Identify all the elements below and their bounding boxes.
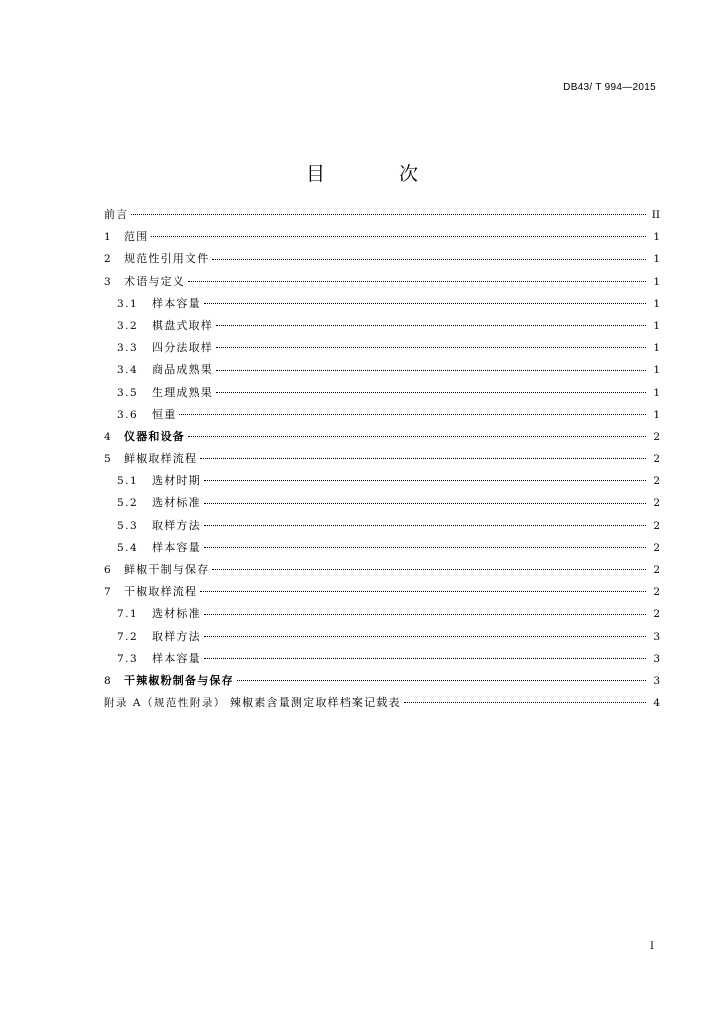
toc-entry-number: 7.1 bbox=[117, 608, 139, 621]
toc-entry-page: 3 bbox=[653, 674, 660, 687]
toc-dot-leader bbox=[212, 259, 646, 260]
toc-entry-number: 3.2 bbox=[117, 319, 139, 332]
toc-dot-leader bbox=[212, 569, 646, 570]
toc-entry-number: 7.3 bbox=[117, 652, 139, 665]
toc-entry-page: 1 bbox=[653, 231, 660, 244]
toc-dot-leader bbox=[216, 347, 646, 348]
toc-entry-label: 干椒取样流程 bbox=[124, 585, 198, 599]
toc-entry-label: 范围 bbox=[124, 230, 149, 244]
toc-entry-label: 棋盘式取样 bbox=[152, 318, 213, 332]
toc-title: 目 次 bbox=[305, 162, 453, 185]
toc-entry-number: 8 bbox=[104, 674, 113, 687]
toc-entry[interactable] bbox=[104, 226, 660, 248]
toc-entry[interactable] bbox=[104, 337, 660, 359]
toc-dot-leader bbox=[188, 281, 646, 282]
toc-entry-page: 1 bbox=[653, 275, 660, 288]
toc-entry[interactable] bbox=[104, 648, 660, 670]
toc-entry-label: 商品成熟果 bbox=[152, 363, 213, 377]
toc-entry[interactable] bbox=[104, 426, 660, 448]
toc-entry-label: 辣椒素含量测定取样档案记载表 bbox=[229, 696, 401, 710]
toc-entry-label: 术语与定义 bbox=[124, 274, 185, 288]
toc-entry[interactable] bbox=[104, 537, 660, 559]
toc-entry-page: 3 bbox=[653, 652, 660, 665]
toc-dot-leader bbox=[204, 503, 646, 504]
toc-entry-label: 样本容量 bbox=[152, 540, 201, 554]
toc-entry-label: 样本容量 bbox=[152, 651, 201, 665]
toc-entry-label: 选材标准 bbox=[152, 496, 201, 510]
table-of-contents bbox=[104, 204, 660, 714]
toc-entry[interactable] bbox=[104, 559, 660, 581]
toc-entry-number: 5.2 bbox=[117, 497, 139, 510]
toc-entry-page: 1 bbox=[653, 253, 660, 266]
toc-dot-leader bbox=[204, 525, 646, 526]
toc-entry-number: 5.1 bbox=[117, 475, 139, 488]
toc-entry-number: 3.1 bbox=[117, 297, 139, 310]
toc-entry[interactable] bbox=[104, 515, 660, 537]
toc-entry-number: 6 bbox=[104, 564, 113, 576]
toc-entry-page: 1 bbox=[653, 342, 660, 355]
toc-entry-number: 7 bbox=[104, 586, 113, 599]
toc-entry-label: 鲜椒取样流程 bbox=[124, 452, 198, 466]
toc-entry-number: 2 bbox=[104, 253, 113, 266]
toc-entry-label: 取样方法 bbox=[152, 518, 201, 532]
document-code: DB43/ T 994—2015 bbox=[563, 82, 656, 93]
toc-entry-label: 选材标准 bbox=[152, 607, 201, 621]
toc-entry[interactable] bbox=[104, 404, 660, 426]
toc-entry-number: 附录 A（规范性附录） bbox=[104, 697, 226, 710]
toc-entry-number: 7.2 bbox=[117, 630, 139, 643]
toc-dot-leader bbox=[200, 591, 646, 592]
toc-entry-page: 2 bbox=[653, 430, 660, 443]
toc-entry-label: 生理成熟果 bbox=[152, 385, 213, 399]
toc-entry-label: 前言 bbox=[104, 208, 129, 221]
toc-entry-label: 规范性引用文件 bbox=[124, 252, 210, 266]
toc-entry-page: 2 bbox=[653, 453, 660, 466]
toc-dot-leader bbox=[237, 680, 646, 681]
toc-entry-page: 1 bbox=[653, 319, 660, 332]
toc-entry[interactable] bbox=[104, 603, 660, 625]
toc-entry-page: II bbox=[651, 209, 660, 221]
toc-entry-number: 5 bbox=[104, 453, 113, 466]
toc-entry-page: 1 bbox=[653, 386, 660, 399]
toc-entry-label: 鲜椒干制与保存 bbox=[124, 563, 210, 576]
toc-entry-page: 2 bbox=[653, 541, 660, 554]
toc-dot-leader bbox=[204, 547, 646, 548]
toc-entry-label: 取样方法 bbox=[152, 629, 201, 643]
toc-entry[interactable] bbox=[104, 581, 660, 603]
toc-entry-label: 仪器和设备 bbox=[124, 429, 185, 443]
toc-entry-page: 3 bbox=[653, 630, 660, 643]
toc-entry[interactable] bbox=[104, 204, 660, 226]
toc-dot-leader bbox=[404, 702, 646, 703]
toc-entry[interactable] bbox=[104, 492, 660, 514]
toc-entry-number: 3.3 bbox=[117, 342, 139, 355]
toc-entry-page: 1 bbox=[653, 297, 660, 310]
toc-entry[interactable] bbox=[104, 626, 660, 648]
toc-dot-leader bbox=[204, 480, 646, 481]
toc-entry-page: 2 bbox=[653, 586, 660, 599]
toc-entry-number: 3.4 bbox=[117, 364, 139, 377]
toc-dot-leader bbox=[131, 214, 646, 215]
toc-entry-number: 5.4 bbox=[117, 541, 139, 554]
toc-entry[interactable] bbox=[104, 359, 660, 381]
toc-entry-label: 选材时期 bbox=[152, 474, 201, 488]
toc-entry-label: 干辣椒粉制备与保存 bbox=[124, 673, 234, 687]
toc-dot-leader bbox=[216, 370, 646, 371]
toc-entry-page: 2 bbox=[653, 475, 660, 488]
toc-dot-leader bbox=[204, 303, 646, 304]
toc-dot-leader bbox=[204, 636, 646, 637]
toc-dot-leader bbox=[200, 458, 646, 459]
toc-entry[interactable] bbox=[104, 470, 660, 492]
toc-entry[interactable] bbox=[104, 448, 660, 470]
toc-entry-page: 1 bbox=[653, 364, 660, 377]
toc-entry-number: 3.5 bbox=[117, 386, 139, 399]
toc-entry-page: 1 bbox=[653, 408, 660, 421]
toc-entry-page: 2 bbox=[653, 497, 660, 510]
toc-entry-page: 2 bbox=[653, 564, 660, 576]
toc-entry-label: 四分法取样 bbox=[152, 341, 213, 355]
toc-dot-leader bbox=[188, 436, 646, 437]
toc-entry[interactable] bbox=[104, 315, 660, 337]
toc-entry-label: 样本容量 bbox=[152, 296, 201, 310]
toc-entry[interactable] bbox=[104, 271, 660, 293]
toc-entry-label: 恒重 bbox=[152, 407, 177, 421]
page-number: I bbox=[650, 941, 654, 952]
toc-dot-leader bbox=[216, 392, 646, 393]
toc-entry[interactable] bbox=[104, 692, 660, 714]
toc-dot-leader bbox=[151, 236, 646, 237]
toc-dot-leader bbox=[204, 614, 646, 615]
toc-dot-leader bbox=[179, 414, 646, 415]
toc-entry[interactable] bbox=[104, 293, 660, 315]
toc-dot-leader bbox=[216, 325, 646, 326]
toc-dot-leader bbox=[204, 658, 646, 659]
toc-entry-number: 3.6 bbox=[117, 408, 139, 421]
toc-entry[interactable] bbox=[104, 670, 660, 692]
toc-entry-number: 5.3 bbox=[117, 519, 139, 532]
toc-entry-page: 4 bbox=[653, 697, 660, 710]
toc-entry-page: 2 bbox=[653, 519, 660, 532]
toc-entry[interactable] bbox=[104, 382, 660, 404]
toc-entry-number: 4 bbox=[104, 430, 113, 443]
toc-entry-number: 1 bbox=[104, 231, 113, 244]
toc-entry[interactable] bbox=[104, 248, 660, 270]
toc-entry-page: 2 bbox=[653, 608, 660, 621]
toc-entry-number: 3 bbox=[104, 275, 113, 288]
